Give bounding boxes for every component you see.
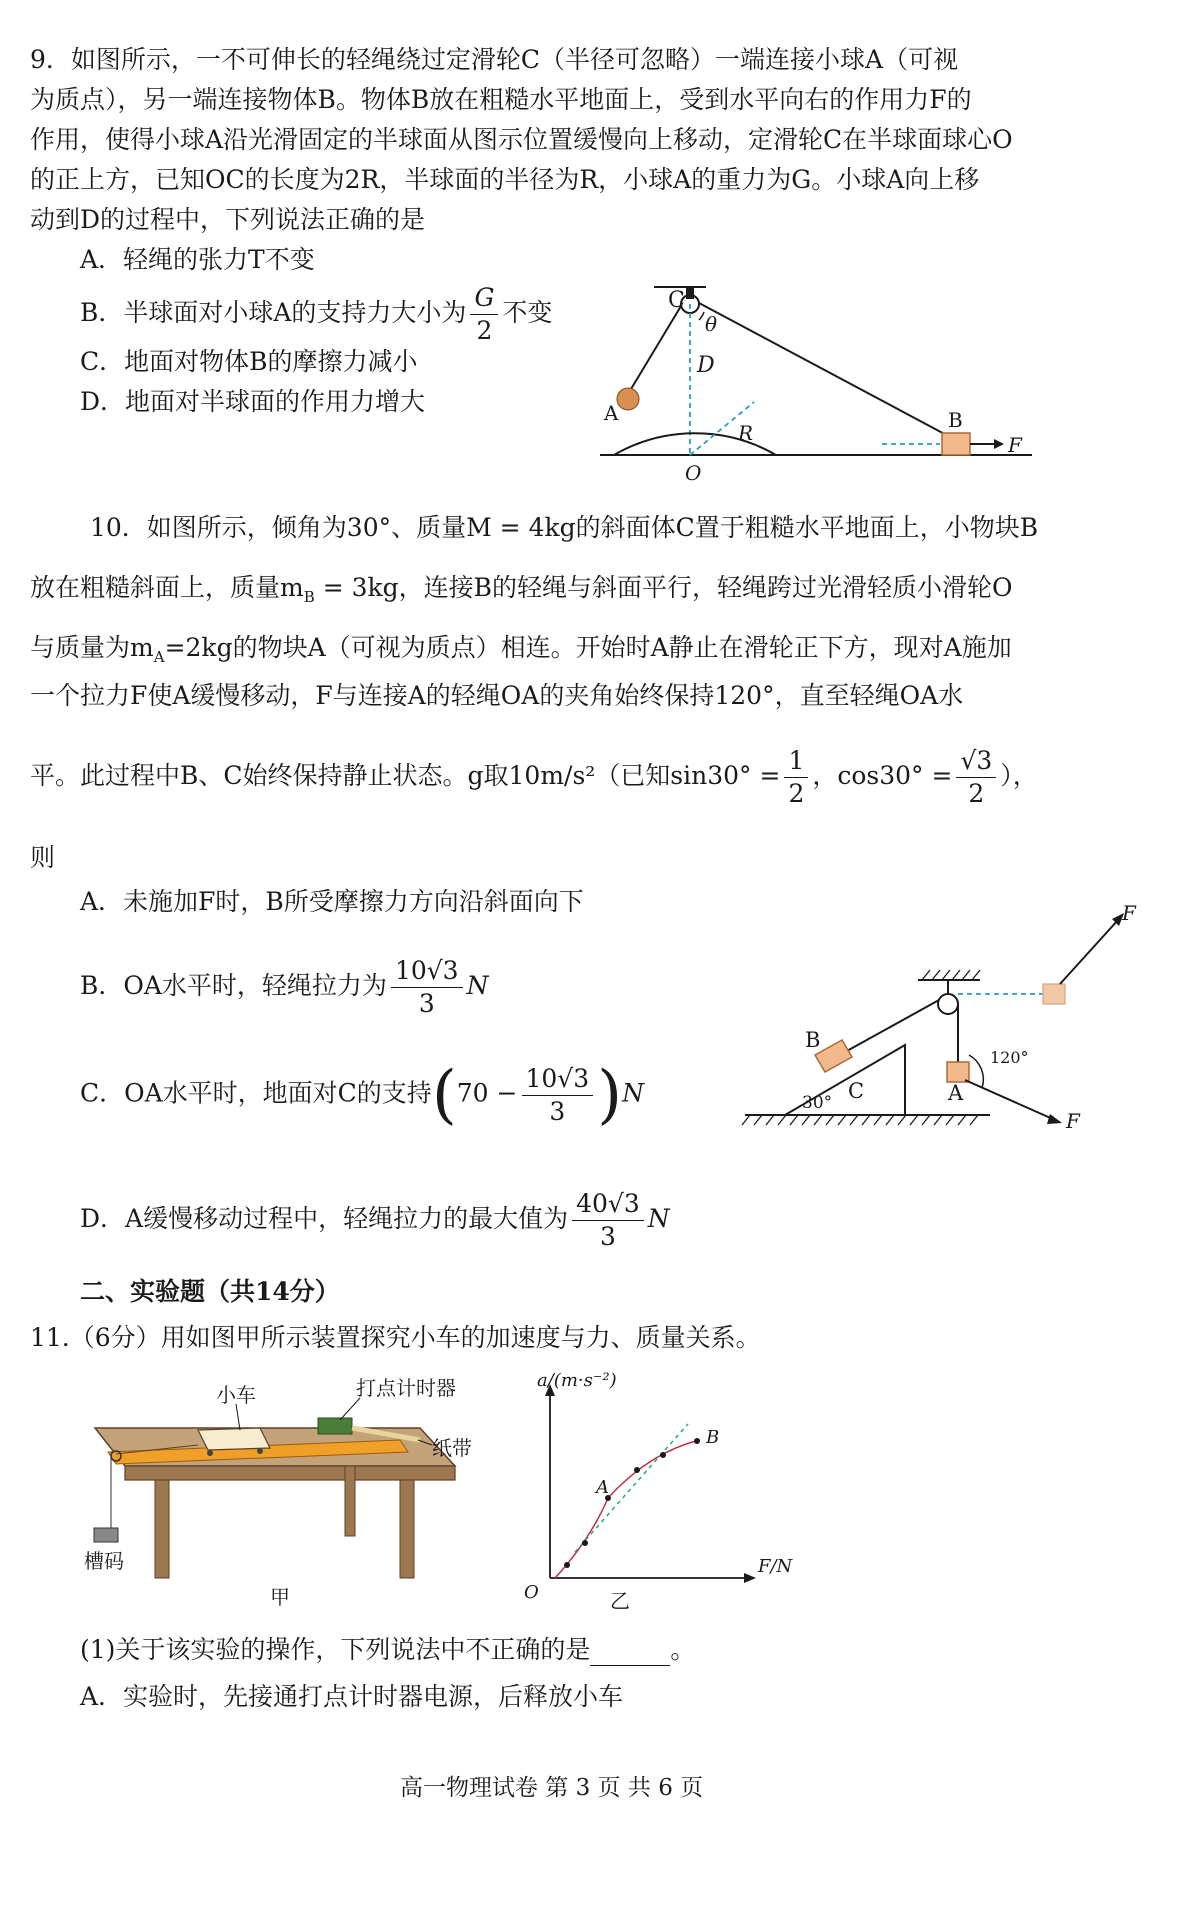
table-edge — [125, 1466, 455, 1480]
cos30-numerator: √3 — [956, 745, 996, 778]
label-theta: θ — [705, 312, 718, 336]
q10-line-2-rest: = 3kg，连接B的轻绳与斜面平行，轻绳跨过光滑轻质小滑轮O — [314, 573, 1013, 602]
block-a-q10 — [947, 1062, 969, 1082]
sub-question-1 — [80, 1634, 695, 1666]
label-point-b: B — [706, 1427, 720, 1448]
q10-line-3-text: 与质量为m — [30, 633, 154, 662]
q10-option-c-denominator: 3 — [549, 1096, 566, 1126]
rope-to-b — [699, 303, 952, 438]
q11-option-a: A．实验时，先接通打点计时器电源，后释放小车 — [80, 1682, 624, 1711]
ground-hatch — [742, 1115, 978, 1125]
q10-option-b — [80, 955, 488, 1020]
q10-sub-a: A — [153, 648, 165, 666]
q10-option-d-text: D．A缓慢移动过程中，轻绳拉力的最大值为 — [80, 1204, 569, 1233]
sub-question-1-end: 。 — [670, 1635, 696, 1664]
table-leg-1 — [155, 1480, 169, 1578]
force-f-lower-arrowhead — [1047, 1114, 1062, 1124]
q10-option-a: A．未施加F时，B所受摩擦力方向沿斜面向下 — [80, 887, 584, 916]
q10-line-1: 10．如图所示，倾角为30°、质量M = 4kg的斜面体C置于粗糙水平地面上，小物块B — [90, 513, 1039, 542]
q10-option-d — [80, 1188, 670, 1253]
answer-blank — [590, 1639, 670, 1666]
q9-figure — [600, 282, 1040, 485]
label-axis-a: a/(m·s⁻²) — [537, 1370, 617, 1391]
q10-option-d-fraction — [572, 1188, 644, 1253]
label-a: A — [604, 401, 619, 425]
label-a-q10: A — [948, 1081, 964, 1105]
label-c-q10: C — [848, 1079, 865, 1103]
label-point-a: A — [596, 1477, 609, 1498]
label-f-top: F — [1122, 901, 1136, 925]
q10-option-b-unit: N — [466, 971, 489, 1000]
sin30-fraction — [784, 745, 808, 810]
q10-option-d-denominator: 3 — [599, 1222, 616, 1251]
tangent-dashed — [575, 1424, 688, 1552]
caption-yi: 乙 — [610, 1589, 630, 1613]
label-c: C — [668, 288, 685, 313]
q10-line-5 — [30, 745, 1038, 810]
q9-option-b-suffix: 不变 — [502, 298, 553, 327]
q10-option-d-unit: N — [647, 1204, 670, 1233]
q9-line-5: 动到D的过程中，下列说法正确的是 — [30, 205, 426, 234]
q9-line-3: 作用，使得小球A沿光滑固定的半球面从图示位置缓慢向上移动，定滑轮C在半球面球心O — [30, 125, 1013, 154]
q10-line-3 — [30, 632, 1012, 673]
q10-option-c-fraction — [522, 1063, 594, 1128]
label-o: O — [685, 461, 702, 485]
rope-to-block-b — [836, 1000, 939, 1057]
timer — [318, 1418, 352, 1434]
q9-line-1: 9．如图所示，一不可伸长的轻绳绕过定滑轮C（半径可忽略）一端连接小球A（可视 — [30, 45, 959, 74]
q9-option-b-fraction — [470, 282, 498, 347]
q10-option-b-fraction — [391, 955, 463, 1020]
pulley-mount — [686, 287, 694, 299]
figure-jia — [80, 1370, 500, 1610]
sin30-denominator: 2 — [788, 779, 805, 808]
section-heading: 二、实验题（共14分） — [80, 1277, 340, 1306]
block-b-q10 — [815, 1040, 852, 1072]
figure-yi — [520, 1370, 820, 1613]
block-a-final — [1043, 984, 1065, 1004]
label-timer: 打点计时器 — [356, 1376, 456, 1400]
q9-option-b — [80, 282, 552, 347]
force-f-upper — [1060, 920, 1118, 984]
pulley-o — [938, 994, 958, 1014]
cart-wheel-1 — [207, 1450, 213, 1456]
label-origin: O — [524, 1582, 539, 1603]
label-b-q10: B — [805, 1028, 821, 1052]
cart — [198, 1428, 270, 1450]
q9-option-a: A．轻绳的张力T不变 — [80, 245, 315, 274]
right-paren: ) — [597, 1058, 623, 1132]
cos30-fraction — [956, 745, 996, 810]
ball-a — [617, 388, 639, 410]
caption-jia: 甲 — [270, 1585, 290, 1609]
q10-option-c — [80, 1060, 644, 1130]
sin30-numerator: 1 — [784, 745, 808, 778]
car-pointer — [236, 1404, 240, 1430]
q10-sub-b: B — [303, 588, 315, 606]
label-b: B — [948, 408, 963, 432]
q10-option-b-denominator: 3 — [418, 989, 435, 1018]
x-axis-arrow — [744, 1573, 756, 1583]
label-30: 30° — [802, 1093, 833, 1113]
q10-option-c-numerator: 10√3 — [522, 1063, 594, 1096]
table-leg-3 — [345, 1466, 355, 1536]
a-f-curve — [555, 1440, 700, 1578]
label-axis-f: F/N — [758, 1556, 793, 1577]
q10-line-5-text: 平。此过程中B、C始终保持静止状态。g取10m/s²（已知sin30° = — [30, 761, 781, 790]
cart-wheel-2 — [257, 1448, 263, 1454]
block-b — [942, 433, 970, 455]
q9-line-4: 的正上方，已知OC的长度为2R，半球面的半径为R，小球A的重力为G。小球A向上移 — [30, 165, 980, 194]
left-paren: ( — [431, 1058, 457, 1132]
q9-option-b-text: B．半球面对小球A的支持力大小为 — [80, 298, 467, 327]
q10-line-5-end: ）， — [1000, 761, 1038, 790]
label-d: D — [697, 353, 715, 378]
q10-line-4: 一个拉力F使A缓慢移动，F与连接A的轻绳OA的夹角始终保持120°，直至轻绳OA水 — [30, 681, 964, 710]
label-tape: 纸带 — [432, 1436, 472, 1460]
q9-line-2: 为质点），另一端连接物体B。物体B放在粗糙水平地面上，受到水平向右的作用力F的 — [30, 85, 972, 114]
q9-fraction-numerator: G — [470, 282, 498, 315]
ceiling-hatch — [922, 970, 980, 980]
q11-line: 11.（6分）用如图甲所示装置探究小车的加速度与力、质量关系。 — [30, 1323, 761, 1352]
q10-line-2 — [30, 572, 1013, 613]
label-f-bottom: F — [1066, 1109, 1080, 1133]
cos30-denominator: 2 — [968, 779, 985, 808]
q10-line-2-text: 放在粗糙斜面上，质量m — [30, 573, 304, 602]
q10-option-c-constant: 70 − — [456, 1078, 518, 1108]
label-120: 120° — [990, 1048, 1029, 1067]
weight — [94, 1528, 118, 1542]
table-leg-2 — [400, 1480, 414, 1578]
q10-option-b-text: B．OA水平时，轻绳拉力为 — [80, 971, 387, 1000]
q10-line-3-rest: =2kg的物块A（可视为质点）相连。开始时A静止在滑轮正下方，现对A施加 — [164, 633, 1012, 662]
q9-option-c: C．地面对物体B的摩擦力减小 — [80, 347, 418, 376]
label-f: F — [1008, 433, 1022, 457]
data-points — [564, 1438, 700, 1568]
q10-option-d-numerator: 40√3 — [572, 1188, 644, 1221]
rope-to-a — [628, 306, 681, 394]
q9-option-d: D．地面对半球面的作用力增大 — [80, 387, 426, 416]
force-f-arrowhead — [994, 439, 1004, 449]
q10-option-b-numerator: 10√3 — [391, 955, 463, 988]
label-car: 小车 — [216, 1383, 256, 1407]
q10-line-6: 则 — [30, 843, 56, 872]
q10-figure — [740, 895, 1160, 1165]
label-r: R — [738, 421, 754, 445]
q10-option-c-text: C．OA水平时，地面对C的支持 — [80, 1078, 432, 1108]
theta-arc — [699, 312, 704, 320]
page-footer: 高一物理试卷 第 3 页 共 6 页 — [400, 1775, 704, 1801]
q10-option-c-unit: N — [622, 1078, 644, 1108]
sub-question-1-text: (1)关于该实验的操作，下列说法中不正确的是 — [80, 1635, 591, 1664]
label-weight: 槽码 — [84, 1549, 124, 1573]
q10-line-5-mid: ，cos30° = — [812, 761, 953, 790]
q9-fraction-denominator: 2 — [476, 316, 493, 345]
timer-pointer — [340, 1398, 360, 1420]
